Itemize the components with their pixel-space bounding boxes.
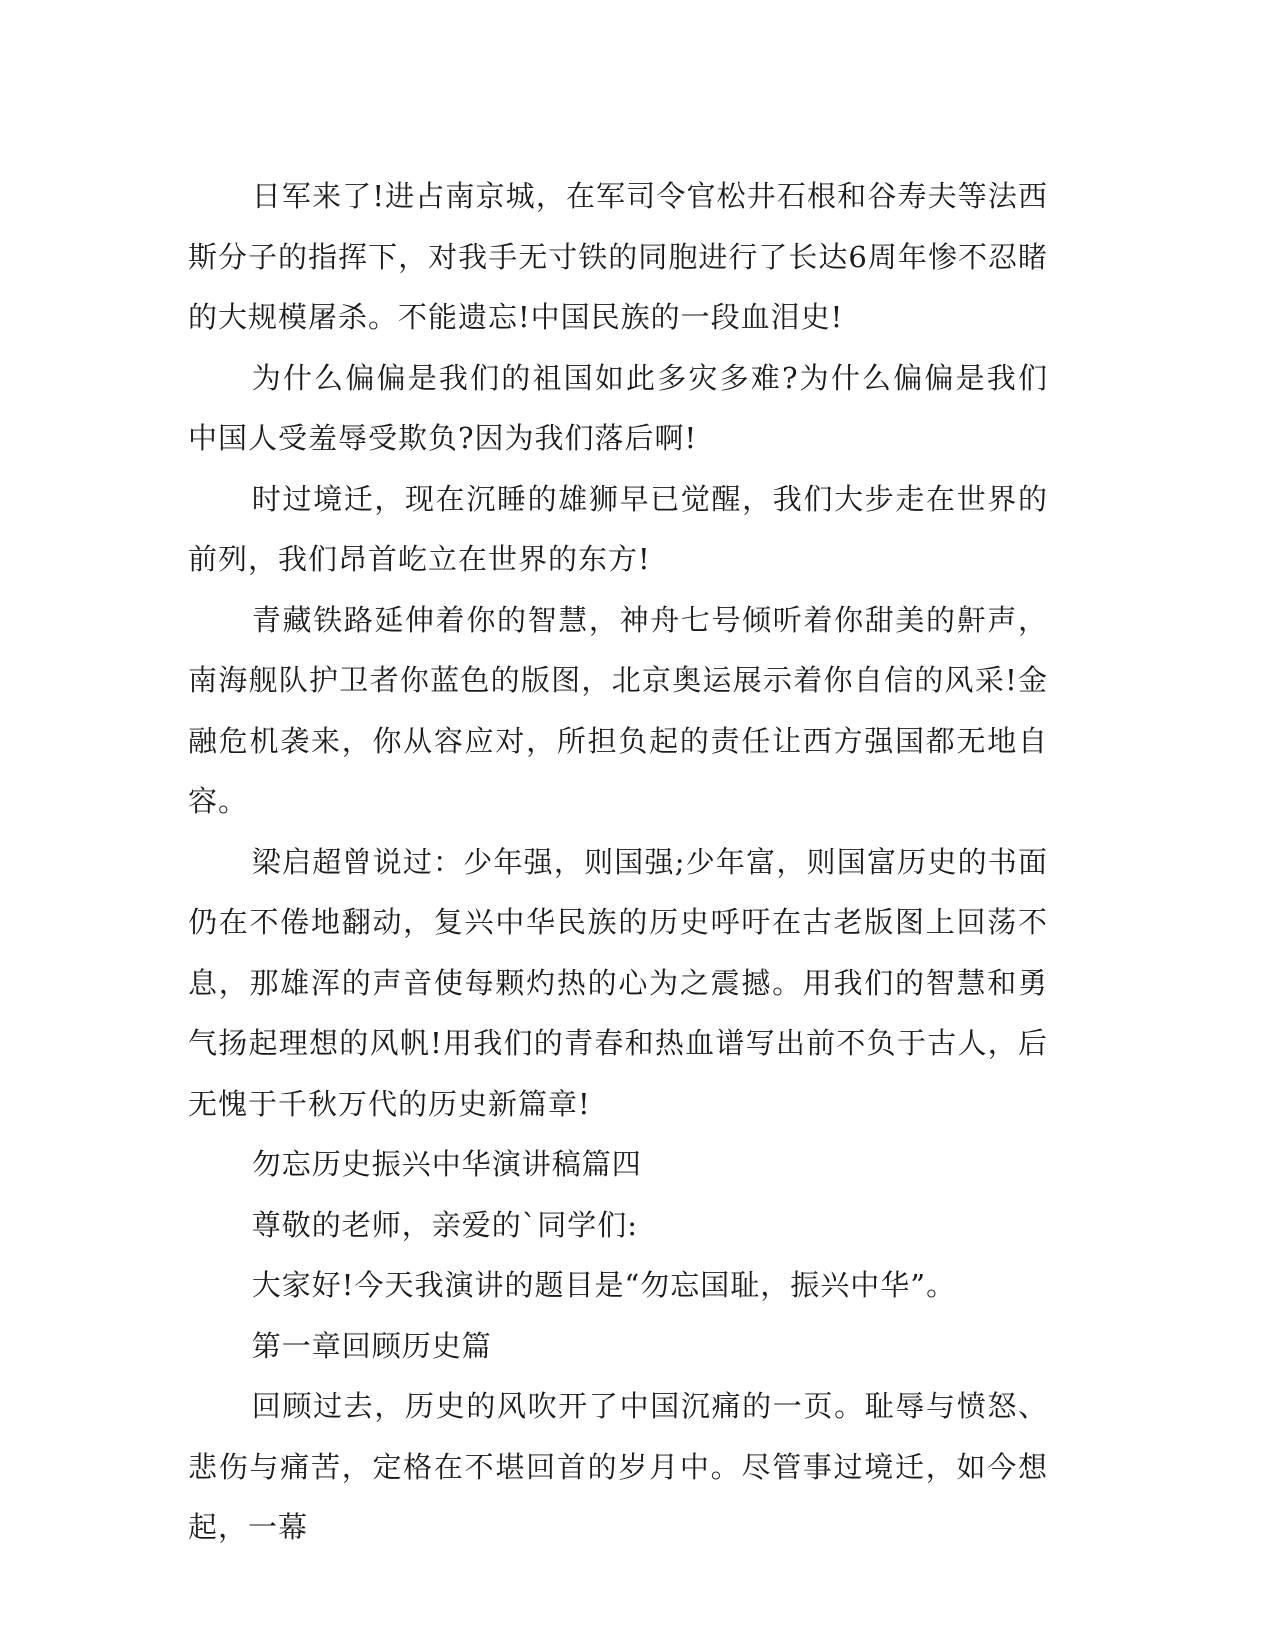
section-title: 勿忘历史振兴中华演讲稿篇四 (251, 1147, 642, 1181)
paragraph-review-past: 回顾过去，历史的风吹开了中国沉痛的一页。耻辱与愤怒、悲伤与痛苦，定格在不堪回首的岁月中。尽管事过境迁，如今想起，一幕 (188, 1389, 1048, 1544)
paragraph-nanjing-massacre: 日军来了!进占南京城，在军司令官松井石根和谷寿夫等法西斯分子的指挥下，对我手无寸铁的同胞进行了长达6周年惨不忍睹的大规模屠杀。不能遗忘!中国民族的一段血泪史! (188, 179, 1048, 334)
document-body (188, 166, 1048, 1558)
paragraph-achievements: 青藏铁路延伸着你的智慧，神舟七号倾听着你甜美的鼾声，南海舰队护卫者你蓝色的版图，北京奥运展示着你自信的风采!金融危机袭来，你从容应对，所担负起的责任让西方强国都无地自容。 (188, 602, 1048, 818)
paragraph-liang-qichao: 梁启超曾说过：少年强，则国强;少年富，则国富历史的书面仍在不倦地翻动，复兴中华民族的历史呼吁在古老版图上回荡不息，那雄浑的声音使每颗灼热的心为之震撼。用我们的智慧和勇气扬起理想的风帆!用我们的青春和热血谱写出前不负于古人，后无愧于千秋万代的历史新篇章! (188, 844, 1048, 1121)
chapter-heading: 第一章回顾历史篇 (251, 1328, 492, 1363)
paragraph-why-suffering: 为什么偏偏是我们的祖国如此多灾多难?为什么偏偏是我们中国人受羞辱受欺负?因为我们落后啊! (188, 360, 1048, 455)
paragraph-awakened-lion: 时过境迁，现在沉睡的雄狮早已觉醒，我们大步走在世界的前列，我们昂首屹立在世界的东方! (188, 481, 1048, 576)
speech-topic: 大家好!今天我演讲的题目是“勿忘国耻，振兴中华”。 (251, 1268, 957, 1302)
salutation: 尊敬的老师，亲爱的`同学们: (251, 1207, 639, 1242)
